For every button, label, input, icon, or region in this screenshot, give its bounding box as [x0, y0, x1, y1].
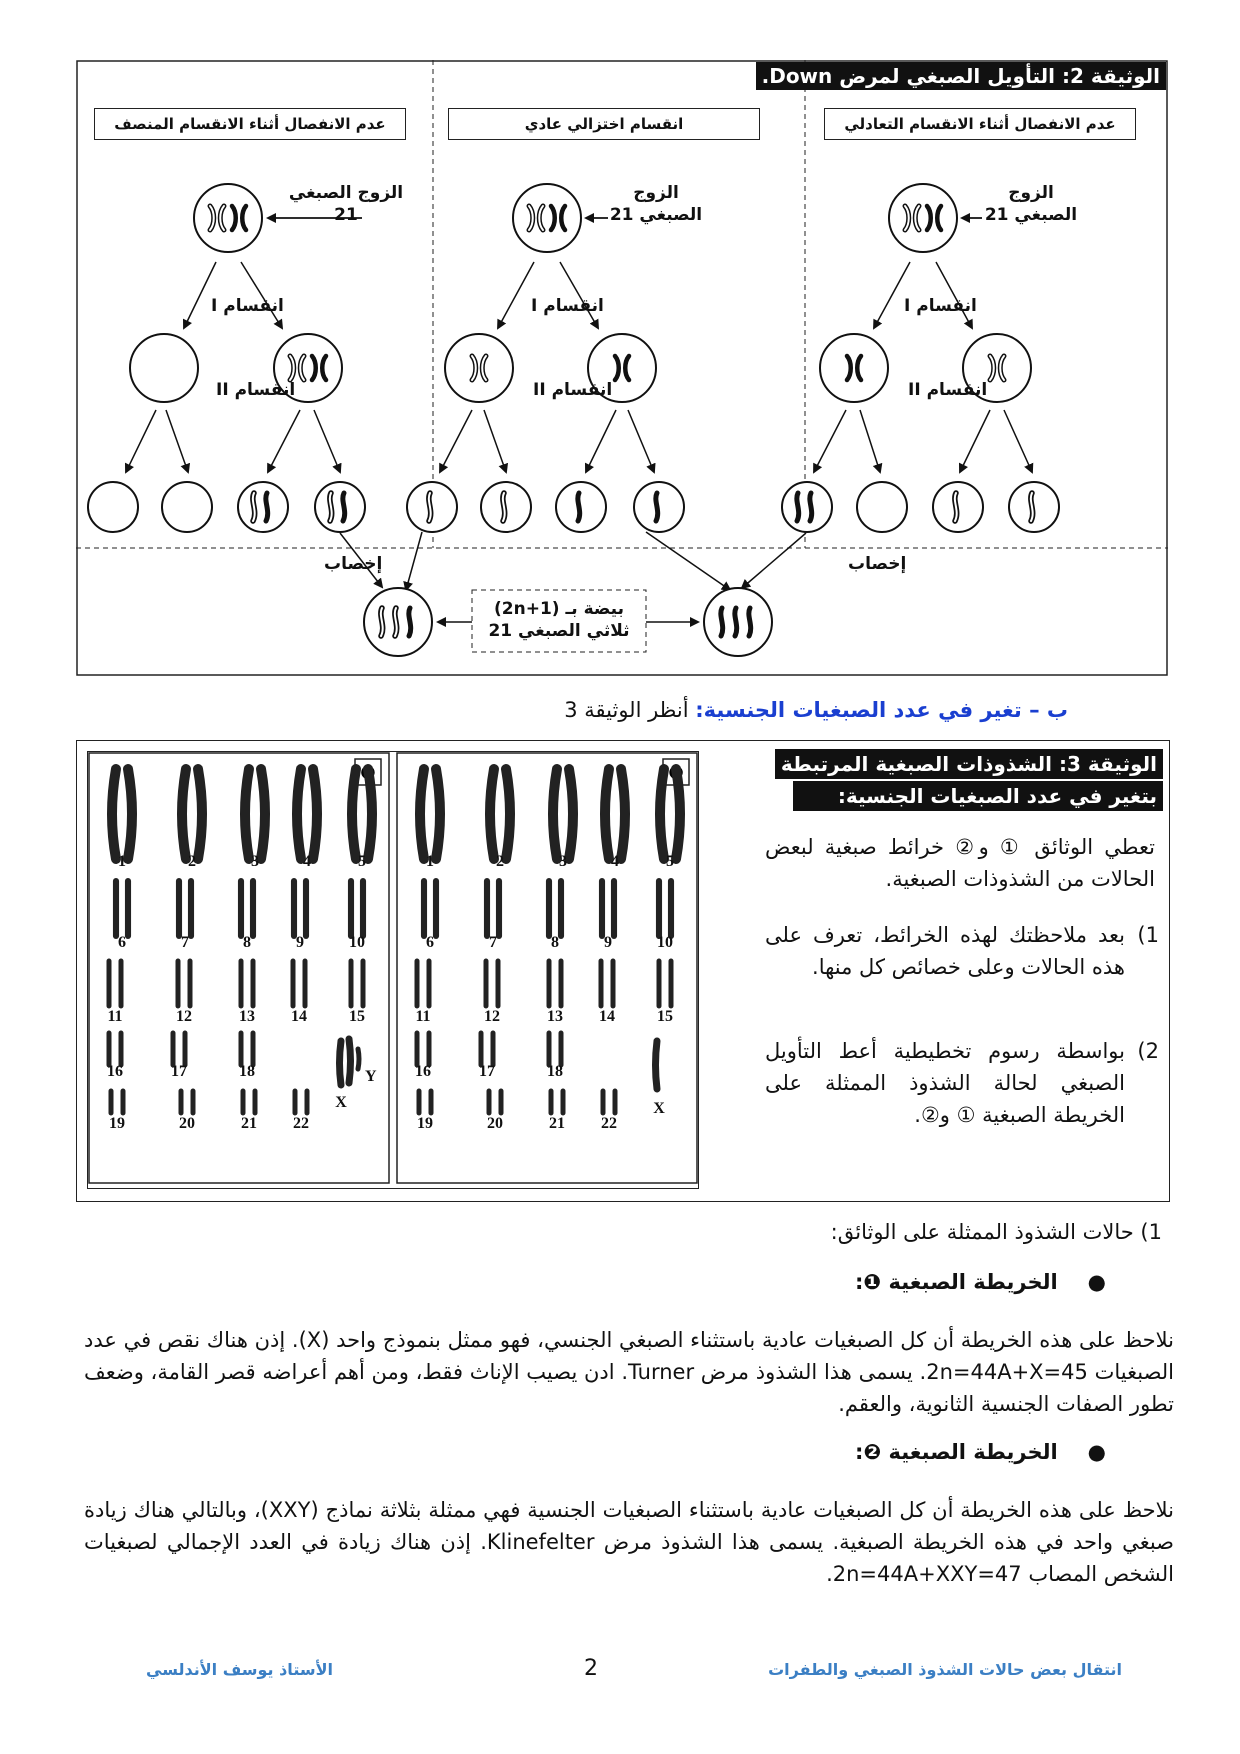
chromosome-label-12: 12: [484, 1008, 500, 1025]
chromosome-label-17: 17: [479, 1063, 495, 1080]
chromosome-2-a: [182, 769, 186, 859]
doc3-q1: بعد ملاحظتك لهذه الخرائط، تعرف على هذه الحالات وعلى خصائص كل منها.: [765, 923, 1125, 979]
sex-label-x: X: [653, 1100, 665, 1117]
footer-page-number: 2: [584, 1656, 598, 1681]
chromosome-label-20: 20: [179, 1115, 195, 1132]
map1-heading-row: [855, 1270, 1106, 1294]
chromosome-label-15: 15: [657, 1008, 673, 1025]
chromosome-label-19: 19: [109, 1115, 125, 1132]
middle-pair-label: الزوج الصبغي 21: [609, 183, 703, 225]
chromosome-label-6: 6: [426, 934, 434, 951]
chromosome-label-19: 19: [417, 1115, 433, 1132]
chromosome-label-14: 14: [291, 1008, 307, 1025]
chromosome-label-1: 1: [118, 853, 126, 870]
chromosome-label-10: 10: [657, 934, 673, 951]
middle-division-2: انقسام II: [533, 380, 613, 400]
down-syndrome-diagram: [76, 60, 1168, 676]
doc3-title-2: بتغير في عدد الصبغيات الجنسية:: [793, 781, 1163, 811]
section-b-suffix: أنظر الوثيقة 3: [564, 698, 696, 722]
doc3-q1-num: 1): [1137, 923, 1159, 947]
chromosome-label-9: 9: [604, 934, 612, 951]
sex-chromosome-y: [358, 1049, 359, 1069]
footer-left: الأستاذ يوسف الأندلسي: [146, 1660, 333, 1679]
chromosome-label-5: 5: [358, 853, 366, 870]
chromosome-3-b: [261, 769, 265, 859]
chromosome-4-a: [297, 769, 301, 859]
bullet-1: ●: [1087, 1270, 1106, 1294]
chromosome-5-b: [676, 769, 680, 859]
chromosome-label-22: 22: [293, 1115, 309, 1132]
right-division-1: انقسام I: [904, 296, 977, 316]
chromosome-label-3: 3: [251, 853, 259, 870]
chromosome-label-21: 21: [241, 1115, 257, 1132]
left-pair-label: الزوج الصبغي 21: [288, 183, 404, 225]
map2-heading: الخريطة الصبغية ❷:: [855, 1440, 1058, 1464]
chromosome-3-b: [569, 769, 573, 859]
chromosome-label-3: 3: [559, 853, 567, 870]
karyotype-1: [397, 753, 697, 1183]
chromosome-4-a: [605, 769, 609, 859]
map2-text: نلاحظ على هذه الخريطة أن كل الصبغيات عادية باستثناء الصبغيات الجنسية فهي ممثلة بثلاثة نماذج (XXY)، وبالتالي هناك زيادة صبغي واحد في هذه الخريطة الصبغية. يسمى هذا الشذوذ مرض Klinefelter. إذن هناك زيادة في العدد الإجمالي لصبغيات الشخص المصاب 2n=44A+XXY=47.: [84, 1498, 1174, 1586]
chromosome-label-6: 6: [118, 934, 126, 951]
right-division-2: انقسام II: [908, 380, 988, 400]
middle-division-1: انقسام I: [531, 296, 604, 316]
document-3-figure: [76, 740, 1170, 1202]
chromosome-label-8: 8: [551, 934, 559, 951]
document-2-figure: [76, 60, 1168, 676]
egg-label: بيضة بـ (2n+1) ثلاثي الصبغي 21: [488, 599, 630, 641]
map2-heading-row: [855, 1440, 1106, 1464]
chromosome-label-7: 7: [489, 934, 497, 951]
chromosome-1-b: [436, 769, 440, 859]
chromosome-label-1: 1: [426, 853, 434, 870]
chromosome-2-b: [506, 769, 510, 859]
chromosome-label-4: 4: [611, 853, 619, 870]
karyotype-2: [89, 753, 389, 1183]
chromosome-label-16: 16: [415, 1063, 431, 1080]
answers-intro: 1) حالات الشذوذ الممثلة على الوثائق:: [830, 1220, 1162, 1244]
left-empty-cell-1: [130, 334, 198, 402]
doc3-title-1: الوثيقة 3: الشذوذات الصبغية المرتبطة: [775, 749, 1163, 779]
chromosome-label-4: 4: [303, 853, 311, 870]
chromosome-label-14: 14: [599, 1008, 615, 1025]
left-parent-cell: [194, 184, 262, 252]
chromosome-1-a: [112, 769, 116, 859]
chromosome-label-21: 21: [549, 1115, 565, 1132]
sex-label-x: X: [335, 1094, 347, 1111]
sex-chromosome-x-1: [340, 1041, 342, 1085]
chromosome-3-a: [245, 769, 249, 859]
right-pair-label: الزوج الصبغي 21: [984, 183, 1078, 225]
chromosome-5-a: [660, 769, 664, 859]
sex-label-y: Y: [365, 1068, 377, 1085]
chromosome-label-7: 7: [181, 934, 189, 951]
doc3-intro: تعطي الوثائق ① و② خرائط صبغية لبعض الحالات من الشذوذات الصبغية.: [765, 835, 1155, 891]
col-left-header: عدم الانفصال أثناء الانقسام المنصف: [94, 108, 406, 140]
doc3-q2-num: 2): [1137, 1039, 1159, 1063]
chromosome-2-a: [490, 769, 494, 859]
map1-heading: الخريطة الصبغية ❶:: [855, 1270, 1058, 1294]
chromosome-4-b: [313, 769, 317, 859]
chromosome-label-17: 17: [171, 1063, 187, 1080]
chromosome-label-13: 13: [547, 1008, 563, 1025]
map1-text: نلاحظ على هذه الخريطة أن كل الصبغيات عادية باستثناء الصبغي الجنسي، فهو ممثل بنموذج واحد (X). إذن هناك نقص في عدد الصبغيات 2n=44A+X=45. يسمى هذا الشذوذ مرض Turner. ادن يصيب الإناث فقط، ومن أهم أعراضه قصر القامة، وضعف تطور الصفات الجنسية الثانوية، والعقم.: [84, 1328, 1175, 1416]
sex-chromosome-x-2: [349, 1039, 351, 1083]
doc2-title: الوثيقة 2: التأويل الصبغي لمرض Down.: [756, 62, 1166, 90]
chromosome-label-13: 13: [239, 1008, 255, 1025]
chromosome-label-2: 2: [188, 853, 196, 870]
chromosome-label-15: 15: [349, 1008, 365, 1025]
chromosome-label-11: 11: [107, 1008, 123, 1025]
col-middle-header: انقسام اختزالي عادي: [448, 108, 760, 140]
col-right-header: عدم الانفصال أثناء الانقسام التعادلي: [824, 108, 1136, 140]
bullet-2: ●: [1087, 1440, 1106, 1464]
chromosome-label-22: 22: [601, 1115, 617, 1132]
footer-right: انتقال بعض حالات الشذوذ الصبغي والطفرات: [768, 1660, 1122, 1679]
chromosome-5-b: [368, 769, 372, 859]
chromosome-1-b: [128, 769, 132, 859]
fertilization-left: إخصاب: [324, 554, 383, 574]
chromosome-label-9: 9: [296, 934, 304, 951]
section-b-prefix: ب – تغير في عدد الصبغيات الجنسية:: [695, 698, 1068, 722]
section-b-heading: [564, 698, 1068, 722]
chromosome-3-a: [553, 769, 557, 859]
karyotype-1-badge: ❶: [667, 763, 685, 784]
doc3-q2: بواسطة رسوم تخطيطية أعط التأويل الصبغي لحالة الشذوذ الممثلة على الخريطة الصبغية ① و②.: [765, 1039, 1125, 1127]
chromosome-label-18: 18: [547, 1063, 563, 1080]
chromosome-label-18: 18: [239, 1063, 255, 1080]
chromosome-label-11: 11: [415, 1008, 431, 1025]
karyotype-2-badge: ❷: [359, 763, 377, 784]
chromosome-label-8: 8: [243, 934, 251, 951]
chromosome-5-a: [352, 769, 356, 859]
chromosome-label-16: 16: [107, 1063, 123, 1080]
chromosome-label-2: 2: [496, 853, 504, 870]
sex-chromosome-x: [656, 1041, 658, 1089]
chromosome-label-10: 10: [349, 934, 365, 951]
chromosome-label-20: 20: [487, 1115, 503, 1132]
fertilization-right: إخصاب: [848, 554, 907, 574]
karyotypes-svg: [87, 751, 707, 1191]
chromosome-4-b: [621, 769, 625, 859]
chromosome-2-b: [198, 769, 202, 859]
left-division-2: انقسام II: [216, 380, 296, 400]
chromosome-label-12: 12: [176, 1008, 192, 1025]
chromosome-label-5: 5: [666, 853, 674, 870]
left-division-1: انقسام I: [211, 296, 284, 316]
chromosome-1-a: [420, 769, 424, 859]
